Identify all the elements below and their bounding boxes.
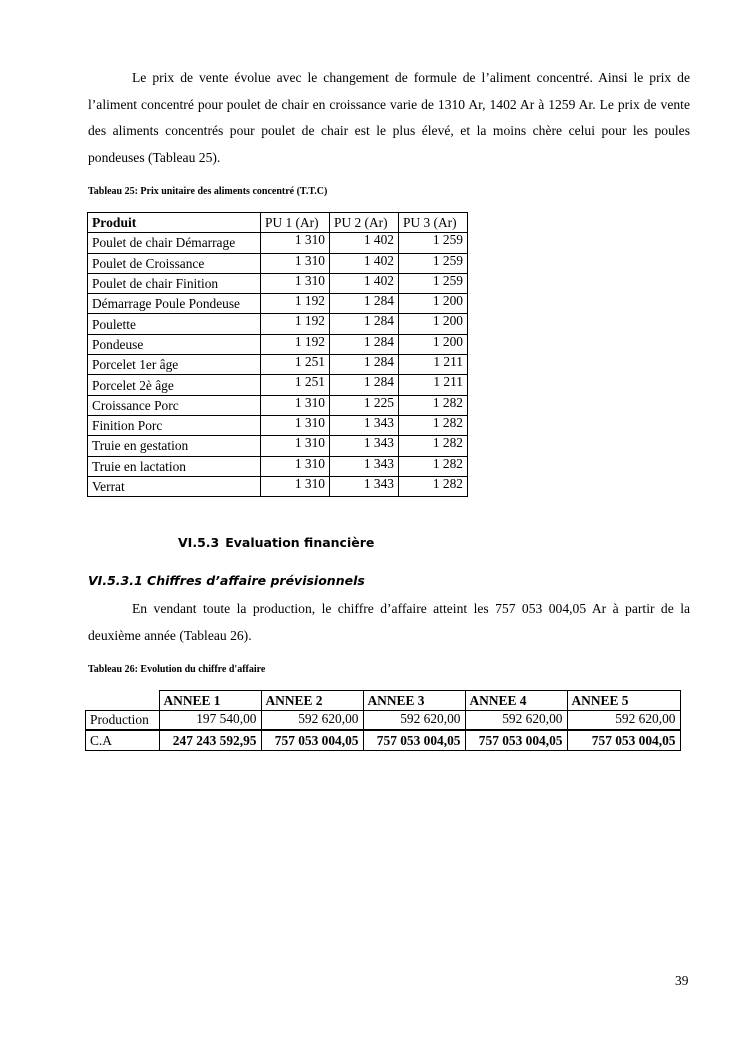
table25-cell-pu3: 1 200 xyxy=(399,314,468,334)
table25-cell-pu3: 1 259 xyxy=(399,273,468,293)
section-title: Evaluation financière xyxy=(225,535,375,550)
section-heading xyxy=(178,535,374,550)
table26-cell: 197 540,00 xyxy=(159,710,261,730)
table25-cell-pu2: 1 284 xyxy=(330,355,399,375)
table25-row xyxy=(88,273,468,293)
table25-cell-pu1: 1 251 xyxy=(261,355,330,375)
table25-cell-pu3: 1 282 xyxy=(399,395,468,415)
table26-header-row xyxy=(86,691,681,711)
table25-cell-pu3: 1 259 xyxy=(399,253,468,273)
table25-cell-pu3: 1 211 xyxy=(399,375,468,395)
table25-cell-produit: Poulet de chair Démarrage xyxy=(88,233,261,253)
table25-cell-pu1: 1 192 xyxy=(261,334,330,354)
table25-row xyxy=(88,375,468,395)
table25-row xyxy=(88,395,468,415)
ca-paragraph xyxy=(88,596,690,649)
table26-cell: 592 620,00 xyxy=(567,710,680,730)
table25-caption: Tableau 25: Prix unitaire des aliments concentré (T.T.C) xyxy=(88,186,328,197)
table25-cell-produit: Truie en gestation xyxy=(88,436,261,456)
table25-cell-pu3: 1 259 xyxy=(399,233,468,253)
table26-header-annee4: ANNEE 4 xyxy=(465,691,567,711)
table25-cell-pu1: 1 251 xyxy=(261,375,330,395)
table25-row xyxy=(88,355,468,375)
table26-header-annee3: ANNEE 3 xyxy=(363,691,465,711)
table25-cell-pu1: 1 192 xyxy=(261,314,330,334)
table25-cell-pu2: 1 343 xyxy=(330,456,399,476)
table25-cell-pu3: 1 211 xyxy=(399,355,468,375)
table25-cell-produit: Porcelet 2è âge xyxy=(88,375,261,395)
table25-cell-pu3: 1 282 xyxy=(399,476,468,496)
table25-cell-pu3: 1 200 xyxy=(399,334,468,354)
table25-row xyxy=(88,294,468,314)
table25-cell-pu1: 1 310 xyxy=(261,436,330,456)
table26-header-annee1: ANNEE 1 xyxy=(159,691,261,711)
table25-cell-pu2: 1 402 xyxy=(330,273,399,293)
table25-cell-pu3: 1 282 xyxy=(399,436,468,456)
table25-cell-pu2: 1 343 xyxy=(330,415,399,435)
table26-header-empty xyxy=(86,691,160,711)
table25-cell-pu1: 1 310 xyxy=(261,253,330,273)
table25-header-pu2: PU 2 (Ar) xyxy=(330,213,399,233)
table25-row xyxy=(88,436,468,456)
table25-cell-pu2: 1 284 xyxy=(330,294,399,314)
table25-row xyxy=(88,415,468,435)
table25-cell-pu3: 1 200 xyxy=(399,294,468,314)
table25-row xyxy=(88,253,468,273)
section-number: VI.5.3 xyxy=(178,535,220,550)
table25-row xyxy=(88,233,468,253)
table25-row xyxy=(88,314,468,334)
ca-paragraph-text: En vendant toute la production, le chiffre d’affaire atteint les 757 053 004,05 Ar à partir de la deuxième année (Tableau 26). xyxy=(88,601,690,643)
table25-cell-produit: Poulet de Croissance xyxy=(88,253,261,273)
table25-cell-pu2: 1 402 xyxy=(330,233,399,253)
table25-cell-pu1: 1 192 xyxy=(261,294,330,314)
page-number: 39 xyxy=(675,973,689,988)
table25-cell-pu1: 1 310 xyxy=(261,233,330,253)
table26-cell: 757 053 004,05 xyxy=(363,730,465,750)
table25-cell-produit: Verrat xyxy=(88,476,261,496)
table25-cell-pu1: 1 310 xyxy=(261,415,330,435)
intro-paragraph xyxy=(88,65,690,171)
table25-cell-pu2: 1 284 xyxy=(330,334,399,354)
table26-cell: 592 620,00 xyxy=(363,710,465,730)
table25-cell-pu3: 1 282 xyxy=(399,456,468,476)
table25-cell-pu1: 1 310 xyxy=(261,456,330,476)
table26-cell: 592 620,00 xyxy=(261,710,363,730)
table25-cell-produit: Truie en lactation xyxy=(88,456,261,476)
table25-cell-pu1: 1 310 xyxy=(261,395,330,415)
table26-row-production xyxy=(86,710,681,730)
table25-cell-pu2: 1 343 xyxy=(330,436,399,456)
table26-cell: 247 243 592,95 xyxy=(159,730,261,750)
table26-caption: Tableau 26: Evolution du chiffre d'affaire xyxy=(88,664,266,675)
table26-cell: 757 053 004,05 xyxy=(465,730,567,750)
subsection-heading: VI.5.3.1 Chiffres d’affaire prévisionnels xyxy=(88,573,365,588)
table26-cell-label: C.A xyxy=(86,730,160,750)
table25-cell-produit: Pondeuse xyxy=(88,334,261,354)
table25-cell-produit: Poulet de chair Finition xyxy=(88,273,261,293)
table25-cell-pu2: 1 402 xyxy=(330,253,399,273)
table25-row xyxy=(88,476,468,496)
table25-cell-produit: Finition Porc xyxy=(88,415,261,435)
table25-cell-produit: Poulette xyxy=(88,314,261,334)
table25-cell-pu1: 1 310 xyxy=(261,273,330,293)
table25-header-produit: Produit xyxy=(88,213,261,233)
intro-paragraph-text: Le prix de vente évolue avec le changement de formule de l’aliment concentré. Ainsi le prix de l’aliment concentré pour poulet de chair en croissance varie de 1310 Ar, 1402 Ar à 1259 Ar. Le prix de vente des aliments concentrés pour poulet de chair est le plus élevé, et la moins chère celui pour les poules pondeuses (Tableau 25). xyxy=(88,70,690,165)
table-25 xyxy=(87,212,468,497)
table25-cell-produit: Porcelet 1er âge xyxy=(88,355,261,375)
table25-cell-pu2: 1 343 xyxy=(330,476,399,496)
table25-header-pu1: PU 1 (Ar) xyxy=(261,213,330,233)
table25-header-pu3: PU 3 (Ar) xyxy=(399,213,468,233)
table25-cell-pu3: 1 282 xyxy=(399,415,468,435)
table25-cell-produit: Démarrage Poule Pondeuse xyxy=(88,294,261,314)
table25-cell-pu1: 1 310 xyxy=(261,476,330,496)
table25-cell-pu2: 1 284 xyxy=(330,314,399,334)
table25-row xyxy=(88,334,468,354)
table26-cell: 757 053 004,05 xyxy=(567,730,680,750)
table26-cell: 592 620,00 xyxy=(465,710,567,730)
table26-header-annee2: ANNEE 2 xyxy=(261,691,363,711)
table-26 xyxy=(85,690,681,751)
table26-cell-label: Production xyxy=(86,710,160,730)
table26-header-annee5: ANNEE 5 xyxy=(567,691,680,711)
table26-cell: 757 053 004,05 xyxy=(261,730,363,750)
table25-cell-pu2: 1 225 xyxy=(330,395,399,415)
table25-cell-produit: Croissance Porc xyxy=(88,395,261,415)
table25-row xyxy=(88,456,468,476)
table26-row-ca xyxy=(86,730,681,750)
table25-cell-pu2: 1 284 xyxy=(330,375,399,395)
table25-header-row xyxy=(88,213,468,233)
